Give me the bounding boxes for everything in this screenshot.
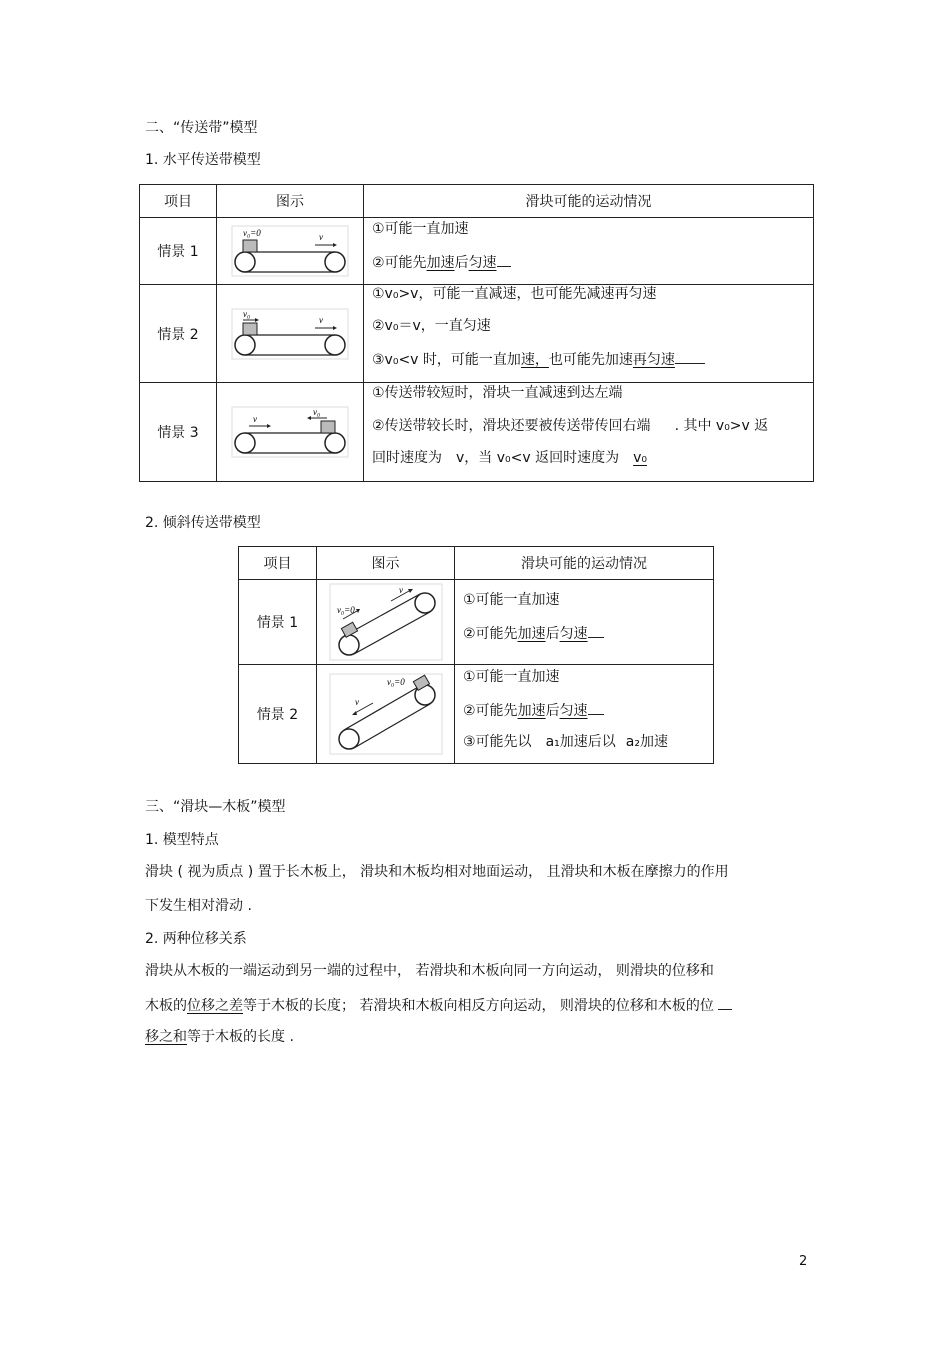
horizontal-belt-diagram-3 (231, 406, 349, 458)
table-row (239, 665, 714, 764)
paragraph-line: 下发生相对滑动 . (145, 898, 252, 914)
row-label: 情景 3 (140, 383, 217, 482)
svg-text:v₀=0: v₀=0 (336, 605, 355, 615)
figure-cell (217, 218, 364, 285)
situation-line: ①v₀>v，可能一直减速，也可能先减速再匀速 (372, 286, 657, 302)
horizontal-belt-diagram-1 (231, 225, 349, 277)
situation-line: ①可能一直加速 (463, 669, 560, 685)
row-label: 情景 1 (140, 218, 217, 285)
table-header-row (140, 185, 814, 218)
subsection-horizontal-title: 1. 水平传送带模型 (145, 152, 261, 168)
horizontal-belt-diagram-2 (231, 308, 349, 360)
header-figure: 图示 (317, 547, 455, 580)
inclined-belt-diagram-1 (329, 583, 443, 661)
situation-line: ②传送带较长时，滑块还要被传送带传回右端 . 其中 v₀>v 返 (372, 418, 769, 434)
situation-cell (455, 665, 714, 764)
situation-cell (364, 383, 814, 482)
situation-line: ①可能一直加速 (372, 221, 469, 237)
situation-line: 回时速度为 v，当 v₀<v 返回时速度为 v₀ (372, 450, 648, 466)
subsection-inclined-title: 2. 倾斜传送带模型 (145, 515, 261, 531)
header-situation: 滑块可能的运动情况 (364, 185, 814, 218)
paragraph-line: 滑块从木板的一端运动到另一端的过程中， 若滑块和木板向同一方向运动， 则滑块的位移和 (145, 963, 714, 979)
svg-text:v: v (319, 232, 323, 242)
svg-text:v: v (398, 585, 403, 595)
header-figure: 图示 (217, 185, 364, 218)
situation-cell (455, 580, 714, 665)
paragraph-line: 移之和等于木板的长度 . (145, 1029, 294, 1045)
inclined-conveyor-table (238, 546, 714, 764)
table-row (140, 285, 814, 383)
paragraph-line: 滑块 ( 视为质点 ) 置于长木板上， 滑块和木板均相对地面运动， 且滑块和木板在摩擦力的作用 (145, 864, 729, 880)
situation-line: ①可能一直加速 (463, 592, 560, 608)
situation-cell (364, 218, 814, 285)
row-label: 情景 1 (239, 580, 317, 665)
figure-cell (217, 285, 364, 383)
situation-line: ②可能先加速后匀速 (463, 623, 604, 643)
figure-cell (217, 383, 364, 482)
table-row (239, 580, 714, 665)
svg-text:v: v (253, 414, 257, 424)
svg-text:v₀=0: v₀=0 (243, 228, 261, 238)
svg-text:v: v (354, 697, 359, 707)
subsection-displacement-relations: 2. 两种位移关系 (145, 931, 247, 947)
table-row (140, 383, 814, 482)
situation-line: ②v₀＝v，一直匀速 (372, 318, 491, 334)
row-label: 情景 2 (140, 285, 217, 383)
situation-line: ②可能先加速后匀速 (372, 252, 511, 272)
header-situation: 滑块可能的运动情况 (455, 547, 714, 580)
section-3-title: 三、“滑块—木板”模型 (145, 799, 286, 815)
table-header-row (239, 547, 714, 580)
paragraph-line: 木板的位移之差等于木板的长度； 若滑块和木板向相反方向运动， 则滑块的位移和木板的位 (145, 995, 732, 1015)
figure-cell (317, 580, 455, 665)
situation-cell (364, 285, 814, 383)
svg-text:v₀: v₀ (243, 308, 251, 319)
table-row (140, 218, 814, 285)
subsection-model-features: 1. 模型特点 (145, 832, 219, 848)
situation-line: ②可能先加速后匀速 (463, 700, 604, 720)
inclined-belt-diagram-2 (329, 673, 443, 755)
situation-line: ③可能先以 a₁加速后以 a₂加速 (463, 734, 668, 750)
row-label: 情景 2 (239, 665, 317, 764)
header-item: 项目 (239, 547, 317, 580)
page-number: 2 (799, 1254, 808, 1269)
svg-text:v: v (319, 314, 323, 325)
header-item: 项目 (140, 185, 217, 218)
situation-line: ③v₀<v 时，可能一直加速，也可能先加速再匀速 (372, 349, 705, 369)
svg-text:v₀: v₀ (313, 407, 321, 417)
section-2-title: 二、“传送带”模型 (145, 120, 258, 136)
svg-text:v₀=0: v₀=0 (386, 677, 405, 687)
situation-line: ①传送带较短时，滑块一直减速到达左端 (372, 385, 623, 401)
horizontal-conveyor-table (139, 184, 814, 482)
figure-cell (317, 665, 455, 764)
